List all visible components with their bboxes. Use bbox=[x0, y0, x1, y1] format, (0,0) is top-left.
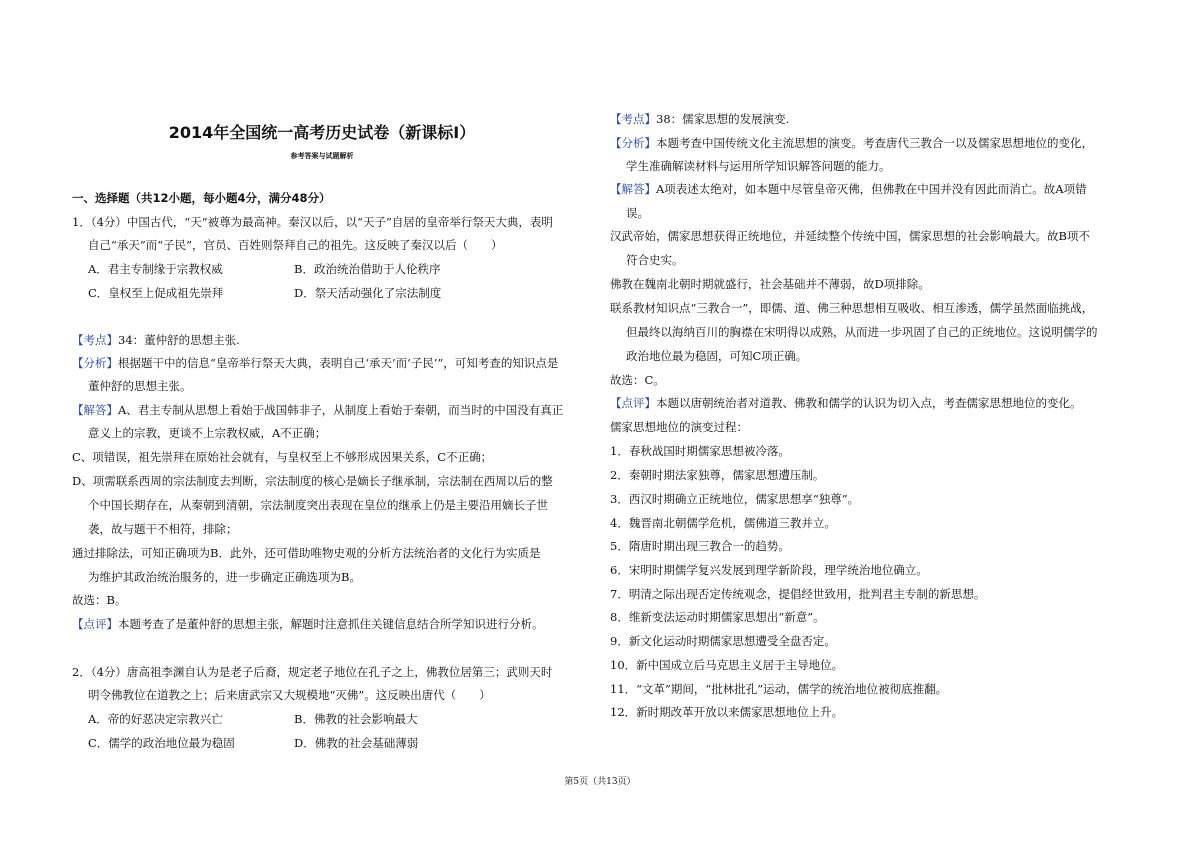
section-tag: 【考点】 bbox=[610, 112, 656, 126]
text-line bbox=[610, 491, 859, 507]
line-text: 明令佛教位在道教之上；后来唐武宗又大规模地“灭佛”。这反映出唐代（ ） bbox=[88, 688, 491, 702]
line-text: 袭，故与题干不相符，排除； bbox=[88, 522, 238, 536]
text-line bbox=[88, 237, 503, 253]
text-line bbox=[610, 276, 930, 292]
text-line bbox=[88, 425, 326, 441]
line-text: C．皇权至上促成祖先崇拜 bbox=[88, 286, 224, 300]
line-text: 7．明清之际出现否定传统观念，提倡经世致用，批判君主专制的新思想。 bbox=[610, 587, 986, 601]
text-line bbox=[294, 711, 417, 727]
line-text: 12．新时期改革开放以来儒家思想地位上升。 bbox=[610, 705, 844, 719]
text-line bbox=[72, 592, 126, 608]
line-text: A．君主专制缘于宗教权威 bbox=[88, 262, 223, 276]
line-text: 误。 bbox=[626, 206, 649, 220]
line-text: 5．隋唐时期出现三教合一的趋势。 bbox=[610, 539, 790, 553]
page-subtitle: 参考答案与试题解析 bbox=[290, 152, 354, 160]
text-line bbox=[72, 616, 544, 632]
line-text: A．帝的好恶决定宗教兴亡 bbox=[88, 712, 223, 726]
text-line bbox=[626, 324, 1098, 340]
line-text: 本题考查了是董仲舒的思想主张，解题时注意抓住关键信息结合所学知识进行分析。 bbox=[118, 617, 544, 631]
line-text: 董仲舒的思想主张。 bbox=[88, 379, 192, 393]
line-text: 1．春秋战国时期儒家思想被冷落。 bbox=[610, 444, 790, 458]
line-text: 2．（4分）唐高祖李渊自认为是老子后裔，规定老子地位在孔子之上，佛教位居第三；武则天时 bbox=[72, 665, 553, 679]
page-footer: 第5页（共13页） bbox=[564, 777, 636, 787]
line-text: 2．秦朝时期法家独尊，儒家思想遭压制。 bbox=[610, 468, 825, 482]
text-line bbox=[294, 261, 440, 277]
text-line bbox=[610, 372, 665, 388]
text-line bbox=[610, 135, 1093, 151]
text-line bbox=[610, 515, 836, 531]
line-text: 4．魏晋南北朝儒学危机，儒佛道三教并立。 bbox=[610, 516, 836, 530]
line-text: 佛教在魏南北朝时期就盛行，社会基础并不薄弱，故D项排除。 bbox=[610, 277, 930, 291]
text-line bbox=[626, 205, 649, 221]
section-tag: 【分析】 bbox=[610, 136, 656, 150]
text-line bbox=[610, 443, 790, 459]
text-line bbox=[72, 332, 240, 348]
text-line bbox=[88, 569, 361, 585]
text-line bbox=[610, 300, 1093, 316]
text-line bbox=[610, 562, 928, 578]
text-line bbox=[88, 378, 192, 394]
line-text: D．佛教的社会基础薄弱 bbox=[294, 736, 419, 750]
line-text: D．祭天活动强化了宗法制度 bbox=[294, 286, 442, 300]
line-text: 6．宋明时期儒学复兴发展到理学新阶段，理学统治地位确立。 bbox=[610, 563, 928, 577]
line-text: A项表述太绝对，如本题中尽管皇帝灭佛，但佛教在中国并没有因此而消亡。故A项错 bbox=[656, 182, 1087, 196]
text-line bbox=[72, 214, 553, 230]
line-text: 符合史实。 bbox=[626, 253, 684, 267]
text-line bbox=[610, 681, 947, 697]
text-line bbox=[610, 467, 824, 483]
text-line bbox=[72, 664, 552, 680]
text-line bbox=[294, 285, 441, 301]
line-text: 故选：C。 bbox=[610, 373, 665, 387]
line-text: 根据题干中的信息“皇帝举行祭天大典，表明自己‘承天’而‘子民’”，可知考查的知识点是 bbox=[118, 356, 559, 370]
text-line bbox=[626, 252, 684, 268]
text-line bbox=[72, 545, 540, 561]
line-text: 自己“承天”而“子民”，官员、百姓则祭拜自己的祖先。这反映了秦汉以后（ ） bbox=[88, 238, 503, 252]
text-line bbox=[610, 228, 1090, 244]
section-tag: 【分析】 bbox=[72, 356, 118, 370]
text-line bbox=[88, 735, 235, 751]
line-text: 学生准确解读材料与运用所学知识解答问题的能力。 bbox=[626, 159, 891, 173]
line-text: 9．新文化运动时期儒家思想遭受全盘否定。 bbox=[610, 634, 836, 648]
section-tag: 【解答】 bbox=[610, 182, 656, 196]
line-text: 个中国长期存在，从秦朝到清朝，宗法制度突出表现在皇位的继承上仍是主要沿用嫡长子世 bbox=[88, 498, 548, 512]
text-line bbox=[610, 586, 985, 602]
text-line bbox=[626, 348, 807, 364]
text-line bbox=[72, 190, 331, 206]
page-title: 2014年全国统一高考历史试卷（新课标Ⅰ） bbox=[168, 123, 476, 142]
line-text: 联系教材知识点“三教合一”，即儒、道、佛三种思想相互吸收、相互渗透，儒学虽然面临挑战， bbox=[610, 301, 1094, 315]
line-text: B．佛教的社会影响最大 bbox=[294, 712, 418, 726]
text-line bbox=[72, 449, 492, 465]
text-line bbox=[610, 538, 790, 554]
line-text: 为维护其政治统治服务的，进一步确定正确选项为B。 bbox=[88, 570, 361, 584]
text-line bbox=[294, 735, 418, 751]
line-text: D、项需联系西周的宗法制度去判断，宗法制度的核心是嫡长子继承制，宗法制在西周以后的整 bbox=[72, 474, 553, 488]
text-line bbox=[88, 687, 491, 703]
line-text: 但最终以海纳百川的胸襟在宋明得以成熟，从而进一步巩固了自己的正统地位。这说明儒学的 bbox=[626, 325, 1098, 339]
line-text: 8．维新变法运动时期儒家思想出“新意”。 bbox=[610, 610, 825, 624]
line-text: 本题以唐朝统治者对道教、佛教和儒学的认识为切入点，考查儒家思想地位的变化。 bbox=[656, 396, 1082, 410]
line-text: 3．西汉时期确立正统地位，儒家思想享“独尊”。 bbox=[610, 492, 860, 506]
line-text: 34：董仲舒的思想主张. bbox=[118, 333, 240, 347]
line-text: 儒家思想地位的演变过程： bbox=[610, 420, 748, 434]
text-line bbox=[72, 402, 563, 418]
line-text: 一、选择题（共12小题，每小题4分，满分48分） bbox=[72, 191, 331, 205]
text-line bbox=[610, 181, 1087, 197]
line-text: A、君主专制从思想上看始于战国韩非子，从制度上看始于秦朝，而当时的中国没有真正 bbox=[118, 403, 564, 417]
line-text: C、项错误，祖先崇拜在原始社会就有，与皇权至上不够形成因果关系，C不正确； bbox=[72, 450, 493, 464]
text-line bbox=[72, 473, 553, 489]
line-text: 政治地位最为稳固，可知C项正确。 bbox=[626, 349, 808, 363]
line-text: 本题考查中国传统文化主流思想的演变。考查唐代三教合一以及儒家思想地位的变化， bbox=[656, 136, 1093, 150]
text-line bbox=[88, 285, 223, 301]
line-text: C．儒学的政治地位最为稳固 bbox=[88, 736, 235, 750]
text-line bbox=[610, 633, 836, 649]
text-line bbox=[72, 355, 558, 371]
text-line bbox=[610, 657, 843, 673]
line-text: 38：儒家思想的发展演变. bbox=[656, 112, 790, 126]
line-text: 意义上的宗教，更谈不上宗教权威，A不正确； bbox=[88, 426, 327, 440]
section-tag: 【解答】 bbox=[72, 403, 118, 417]
line-text: 通过排除法，可知正确项为B．此外，还可借助唯物史观的分析方法统治者的文化行为实质是 bbox=[72, 546, 541, 560]
text-line bbox=[610, 111, 789, 127]
line-text: 10．新中国成立后马克思主义居于主导地位。 bbox=[610, 658, 844, 672]
text-line bbox=[610, 609, 825, 625]
text-line bbox=[88, 521, 238, 537]
line-text: 故选：B。 bbox=[72, 593, 127, 607]
line-text: 11．“文革”期间，“批林批孔”运动，儒学的统治地位被彻底推翻。 bbox=[610, 682, 948, 696]
line-text: B．政治统治借助于人伦秩序 bbox=[294, 262, 441, 276]
text-line bbox=[610, 395, 1082, 411]
section-tag: 【点评】 bbox=[72, 617, 118, 631]
line-text: 汉武帝始，儒家思想获得正统地位，并延续整个传统中国，儒家思想的社会影响最大。故B项不 bbox=[610, 229, 1090, 243]
text-line bbox=[610, 419, 748, 435]
section-tag: 【考点】 bbox=[72, 333, 118, 347]
text-line bbox=[88, 711, 223, 727]
line-text: 1．（4分）中国古代，“天”被尊为最高神。秦汉以后，以“天子”自居的皇帝举行祭天大典，表明 bbox=[72, 215, 553, 229]
text-line bbox=[626, 158, 891, 174]
section-tag: 【点评】 bbox=[610, 396, 656, 410]
text-line bbox=[88, 497, 548, 513]
text-line bbox=[610, 704, 843, 720]
text-line bbox=[88, 261, 223, 277]
